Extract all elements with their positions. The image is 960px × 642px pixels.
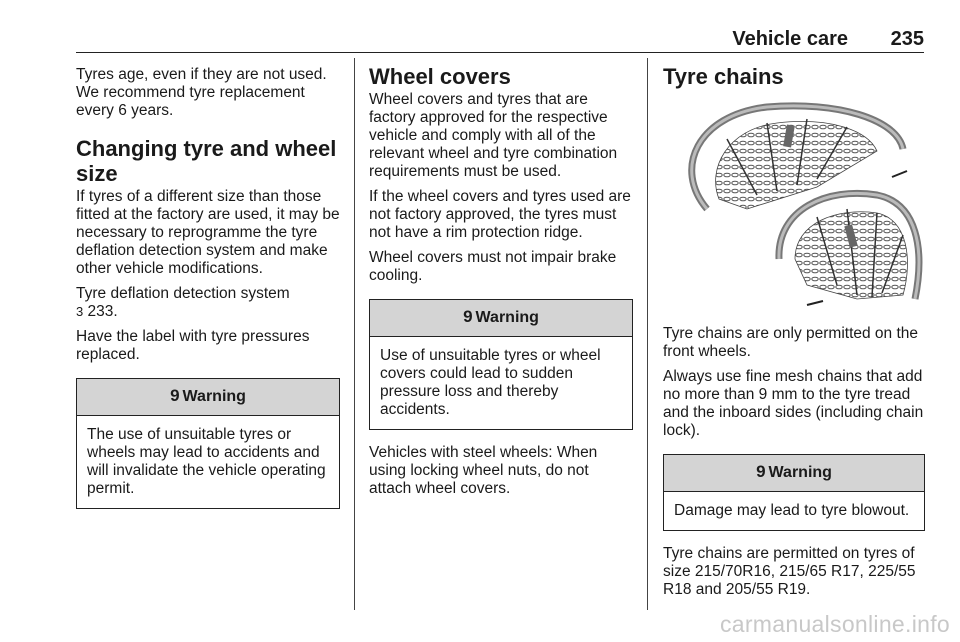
column-1 bbox=[76, 66, 340, 523]
wheel-covers-heading: Wheel covers bbox=[369, 64, 511, 89]
warning-title: Warning bbox=[182, 388, 246, 405]
chains-paragraph-3: Tyre chains are permitted on tyres of size 215/70R16, 215/65 R17, 225/55 R18 and 205/55 R19. bbox=[663, 545, 916, 598]
tyre-chains-heading: Tyre chains bbox=[663, 64, 784, 89]
warning-body: Use of unsuitable tyres or wheel covers could lead to sudden pressure loss and thereby accidents. bbox=[380, 347, 601, 418]
warning-body: Damage may lead to tyre blowout. bbox=[674, 502, 910, 519]
warning-icon: 9 bbox=[756, 462, 766, 481]
column-divider-1 bbox=[354, 58, 355, 610]
covers-paragraph-1: Wheel covers and tyres that are factory approved for the respective vehicle and comply with all of the relevant wheel and tyre combination requirements must be used. bbox=[369, 91, 618, 180]
covers-paragraph-3: Wheel covers must not impair brake cooling. bbox=[369, 249, 617, 284]
warning-header bbox=[370, 300, 632, 337]
deflation-paragraph bbox=[76, 285, 340, 321]
label-paragraph: Have the label with tyre pressures replaced. bbox=[76, 328, 310, 363]
warning-title: Warning bbox=[768, 464, 832, 481]
intro-paragraph: Tyres age, even if they are not used. We recommend tyre replacement every 6 years. bbox=[76, 66, 327, 119]
section-title: Vehicle care bbox=[732, 28, 848, 50]
warning-box bbox=[76, 378, 340, 509]
warning-icon: 9 bbox=[463, 307, 473, 326]
chains-paragraph-2: Always use fine mesh chains that add no more than 9 mm to the tyre tread and the inboard sides (including chain lock). bbox=[663, 368, 924, 439]
steel-wheels-paragraph: Vehicles with steel wheels: When using locking wheel nuts, do not attach wheel covers. bbox=[369, 444, 598, 497]
column-3 bbox=[663, 66, 925, 606]
size-paragraph: If tyres of a different size than those fitted at the factory are used, it may be necessary to reprogramme the tyre deflation detection system and make other vehicle modifications. bbox=[76, 188, 340, 277]
page-reference-link[interactable]: 233. bbox=[87, 303, 118, 320]
watermark: carmanualsonline.info bbox=[719, 611, 950, 637]
warning-title: Warning bbox=[475, 309, 539, 326]
deflation-text: Tyre deflation detection system bbox=[76, 285, 290, 302]
warning-header bbox=[664, 455, 924, 492]
page-header bbox=[76, 26, 924, 53]
page-number: 235 bbox=[890, 28, 924, 50]
covers-paragraph-2: If the wheel covers and tyres used are not factory approved, the tyres must not have a rim protection ridge. bbox=[369, 188, 631, 241]
tyre-chains-illustration bbox=[667, 99, 925, 313]
warning-icon: 9 bbox=[170, 386, 180, 405]
column-divider-2 bbox=[647, 58, 648, 610]
warning-header bbox=[77, 379, 339, 416]
warning-box bbox=[663, 454, 925, 531]
arrow-icon: 3 bbox=[76, 304, 84, 319]
changing-tyre-heading: Changing tyre and wheel size bbox=[76, 136, 337, 186]
column-2 bbox=[369, 66, 633, 505]
warning-body: The use of unsuitable tyres or wheels may lead to accidents and will invalidate the vehicle operating permit. bbox=[87, 426, 326, 497]
warning-box bbox=[369, 299, 633, 430]
chains-paragraph-1: Tyre chains are only permitted on the front wheels. bbox=[663, 325, 919, 360]
